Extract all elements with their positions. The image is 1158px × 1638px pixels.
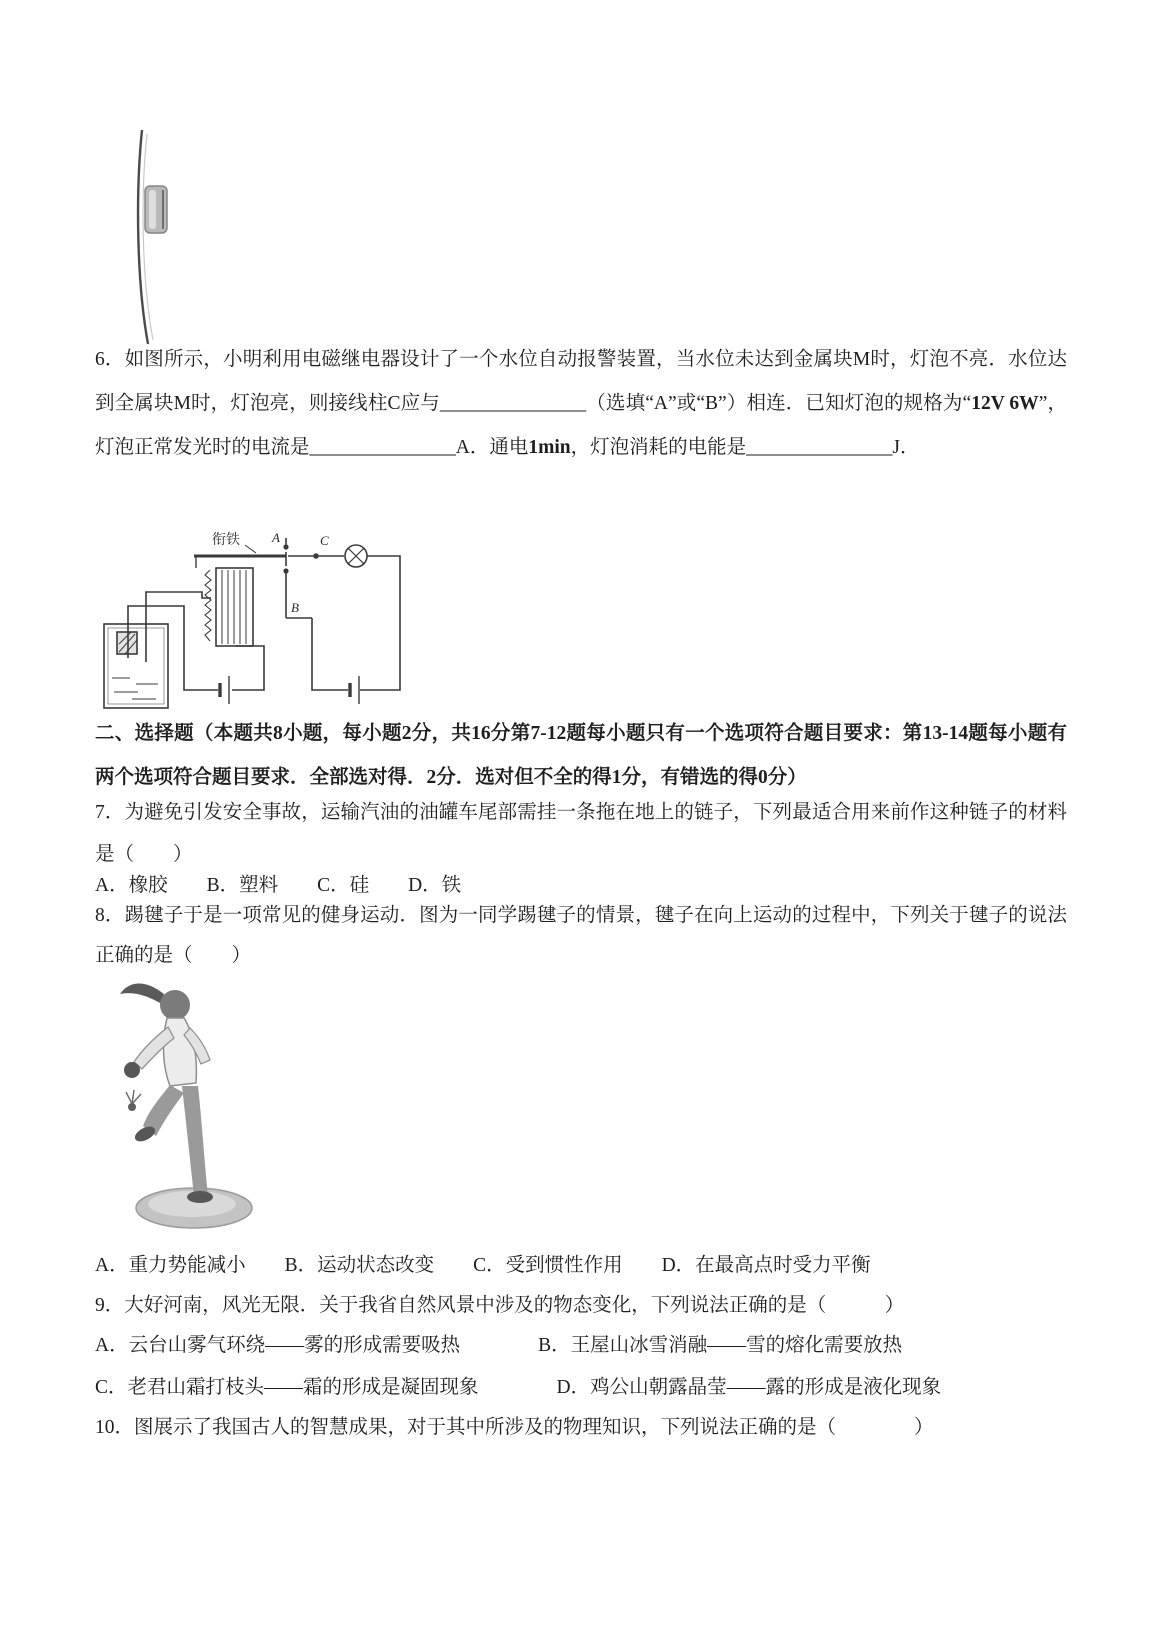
lamp-symbol (345, 545, 367, 567)
head (160, 990, 190, 1020)
q6-segment-6: J． (892, 437, 920, 458)
control-circuit-wires (128, 592, 264, 690)
q6-segment-1: 6．如图所示，小明利用电磁继电器设计了一个水位自动报警装置，当水位未达到金属块M时，灯泡不亮．水位达到全属块M时，灯泡亮，则接线柱C应与 (95, 349, 1067, 414)
contact-c-label: C (320, 533, 329, 548)
contact-b-label: B (291, 600, 299, 615)
question-7-options: A．橡胶 B．塑料 C．硅 D．铁 (95, 875, 462, 896)
water-tank (104, 624, 168, 708)
board-edge-shadow (143, 134, 153, 340)
magnet-shape (145, 186, 167, 233)
question-8-stem: 8．踢毽子于是一项常见的健身运动．图为一同学踢毽子的情景，毽子在向上运动的过程中，下列关于毽子的说法正确的是（ ） (95, 905, 1067, 966)
standing-foot (187, 1191, 213, 1203)
question-10-stem: 10．图展示了我国古人的智慧成果，对于其中所涉及的物理知识，下列说法正确的是（ ） (95, 1417, 934, 1438)
relay-circuit-figure (98, 528, 416, 710)
q6-segment-4: A．通电 (455, 437, 529, 458)
question-9-options-ab: A．云台山雾气环绕——雾的形成需要吸热 B．王屋山冰雪消融——雪的熔化需要放热 (95, 1335, 903, 1356)
board-with-magnet-figure (112, 128, 187, 346)
question-6-text (95, 338, 1067, 470)
section-2-header: 二、选择题（本题共8小题，每小题2分，共16分第7-12题每小题只有一个选项符合题目要求：第13-14题每小题有两个选项符合题目要求．全部选对得．2分．选对但不全的得1分，有错选的得0分） (95, 723, 1067, 788)
relay-coil (205, 568, 253, 646)
q6-time-value: 1min (528, 437, 571, 458)
relay-armature (194, 552, 286, 568)
relay-spring (205, 570, 211, 641)
q6-answer-blank-1: _______________ (439, 393, 587, 414)
q6-answer-blank-3: _______________ (746, 437, 893, 458)
held-object (124, 1062, 140, 1078)
question-9-stem: 9．大好河南，风光无限．关于我省自然风景中涉及的物态变化，下列说法正确的是（ ） (95, 1295, 905, 1316)
q6-segment-3: ”，灯泡正常发光时的电流是 (95, 393, 1067, 458)
armature-label: 衔铁 (212, 533, 240, 548)
question-7-stem: 7．为避免引发安全事故，运输汽油的油罐车尾部需挂一条拖在地上的链子，下列最适合用来前作这种链子的材料是（ ） (95, 802, 1067, 865)
standing-leg (182, 1086, 208, 1196)
question-8-options: A．重力势能减小 B．运动状态改变 C．受到惯性作用 D．在最高点时受力平衡 (95, 1255, 871, 1276)
contact-a (284, 538, 288, 549)
question-9-options-cd: C．老君山霜打枝头——霜的形成是凝固现象 D．鸡公山朝露晶莹——露的形成是液化现象 (95, 1377, 942, 1398)
shuttlecock (126, 1090, 141, 1111)
q6-segment-2: （选填“A”或“B”）相连．已知灯泡的规格为“ (586, 393, 972, 414)
lamp-battery (350, 676, 359, 704)
control-battery (220, 676, 229, 704)
person-silhouette (120, 983, 213, 1203)
q6-answer-blank-2: _______________ (309, 437, 456, 458)
ponytail (120, 983, 164, 1004)
jianzi-kicker-figure (112, 972, 270, 1244)
q6-lamp-rating: 12V 6W (971, 393, 1039, 414)
contact-a-label: A (272, 530, 280, 545)
armature-label-arrow (245, 545, 256, 553)
lamp-circuit-wires (288, 554, 400, 690)
q6-segment-5: ，灯泡消耗的电能是 (570, 437, 747, 458)
